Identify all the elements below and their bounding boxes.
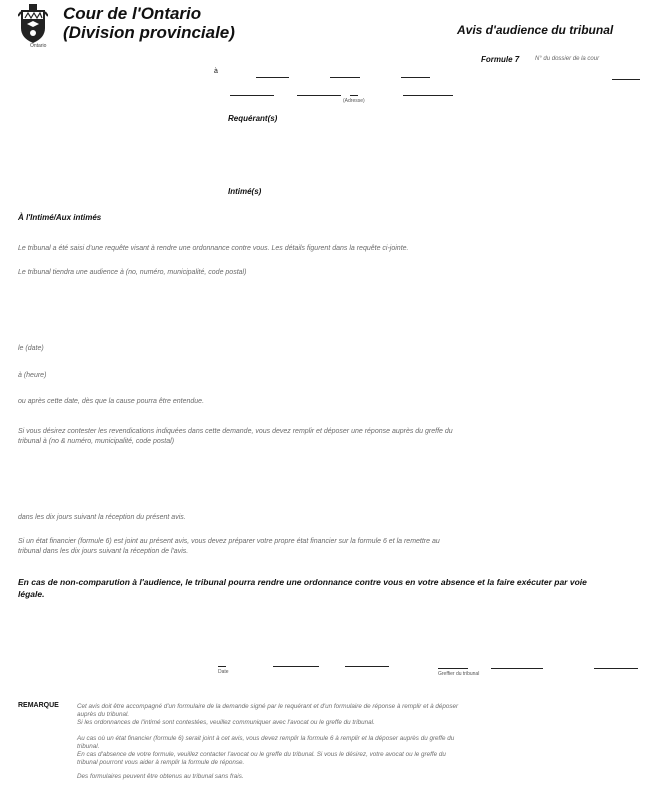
note-line: Si les ordonnances de l'intimé sont contestées, veuillez communiquer avec l'avocat ou le greffe du tribunal. — [77, 719, 375, 726]
note-line: tribunal pourront vous aider à remplir la formule de réponse. — [77, 759, 245, 766]
signature-line[interactable] — [438, 668, 468, 669]
signature-line[interactable] — [594, 668, 638, 669]
time-label: à (heure) — [18, 372, 47, 379]
applicant-label: Requérant(s) — [228, 114, 278, 123]
note-line: auprès du tribunal. — [77, 711, 130, 718]
court-title — [63, 4, 235, 42]
paragraph-3-line1: Si vous désirez contester les revendications indiquées dans cette demande, vous devez remplir et déposer une réponse auprès du greffe du — [18, 428, 453, 435]
date-caption: Date — [218, 669, 229, 675]
form-title: Avis d'audience du tribunal — [457, 23, 614, 37]
court-title-line1: Cour de l'Ontario — [63, 4, 202, 23]
file-number-label: N° du dossier de la cour — [535, 56, 600, 62]
asap-label: ou après cette date, dès que la cause pourra être entendue. — [18, 398, 205, 405]
warning-paragraph: En cas de non-comparution à l'audience, le tribunal pourra rendre une ordonnance contre vous en votre absence et la faire exécuter par voie légale. — [18, 577, 587, 599]
signature-line[interactable] — [491, 668, 543, 669]
blank-line[interactable] — [297, 95, 341, 96]
paragraph-4: dans les dix jours suivant la réception du présent avis. — [18, 514, 186, 521]
blank-line[interactable] — [350, 95, 358, 96]
paragraph-5-line1: Si un état financier (formule 6) est joint au présent avis, vous devez préparer votre propre état financier sur la formule 6 et la remettre au — [18, 538, 440, 545]
address-sublabel: (Adresse) — [343, 98, 365, 104]
paragraph-3-line2: tribunal à (no & numéro, municipalité, code postal) — [18, 438, 175, 445]
blank-line[interactable] — [330, 77, 360, 78]
clerk-caption: Greffier du tribunal — [438, 671, 480, 677]
note-line: En cas d'absence de votre formule, veuillez contacter l'avocat ou le greffe du tribunal. Si vous le désirez, votre avocat ou le greffe du — [77, 751, 446, 758]
paragraph-2: Le tribunal tiendra une audience à (no, numéro, municipalité, code postal) — [18, 269, 247, 276]
form-number: Formule 7 — [481, 55, 520, 64]
note-line: Cet avis doit être accompagné d'un formulaire de la demande signé par le requérant et d'un formulaire de réponse à remplir et à déposer — [77, 703, 459, 710]
blank-line[interactable] — [612, 79, 640, 80]
crest-caption: Ontario — [30, 43, 47, 49]
date-label: le (date) — [18, 345, 44, 352]
note-line: Au cas où un état financier (formule 6) serait joint à cet avis, vous devez remplir la formule 6 à remplir et la déposer auprès du greffe du — [77, 735, 455, 742]
a-label: à — [214, 68, 218, 75]
respondent-label: Intimé(s) — [228, 187, 262, 196]
paragraph-5-line2: tribunal dans les dix jours suivant la réception de l'avis. — [18, 548, 189, 555]
date-line[interactable] — [273, 666, 319, 667]
note-text — [77, 703, 627, 781]
blank-line[interactable] — [401, 77, 430, 78]
blank-line[interactable] — [256, 77, 289, 78]
blank-line[interactable] — [403, 95, 453, 96]
note-label: REMARQUE — [18, 702, 59, 709]
note-line: Des formulaires peuvent être obtenus au tribunal sans frais. — [77, 773, 244, 780]
addressee: À l'Intimé/Aux intimés — [18, 213, 102, 222]
ontario-crest-icon — [18, 4, 48, 44]
paragraph-1: Le tribunal a été saisi d'une requête visant à rendre une ordonnance contre vous. Les détails figurent dans la requête ci-jointe. — [18, 245, 409, 252]
date-line[interactable] — [218, 666, 226, 667]
date-line[interactable] — [345, 666, 389, 667]
court-title-line2: (Division provinciale) — [63, 23, 235, 42]
blank-line[interactable] — [230, 95, 274, 96]
note-line: tribunal. — [77, 743, 100, 750]
